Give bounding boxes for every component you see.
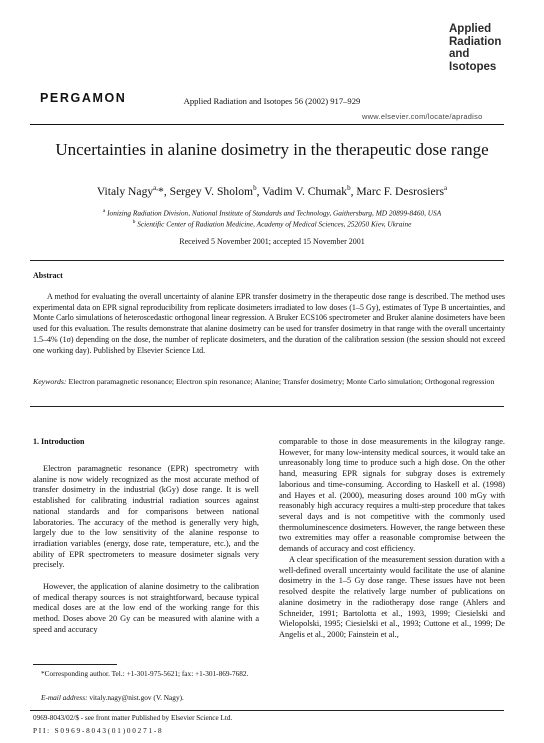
header-divider [30,124,504,125]
intro-paragraph-2-continued: comparable to those in dose measurements in the kilogray range. However, for many low-intensity medical sources, it would take an unreasonably long time to produce such a high dose. On the other hand, measuring EPR signals for subgray doses is extremely laborious and time-consuming. According to Haskell et al. (1998) and Hayes et al. (2000), measuring doses around 100 mGy with reasonably high accuracy requires a multi-step procedure that takes several days and is not competitive with the commonly used thermoluminescence dosimeters. However, the range between these two extremities may offer a reasonable compromise between the demands of accuracy and cost efficiency. [279,437,505,554]
journal-url[interactable]: www.elsevier.com/locate/apradiso [362,112,483,121]
abstract-divider [30,406,504,407]
corresponding-author-note: *Corresponding author. Tel.: +1-301-975-5621; fax: +1-301-869-7682. [41,669,249,678]
email-label: E-mail address: [41,693,88,702]
abstract-body: A method for evaluating the overall uncertainty of alanine EPR transfer dosimetry in the therapeutic dose range is described. The method uses experimental data on EPR signal reproducibility from replicate dosimeters irradiated to low doses (1–5 Gy), estimates of Type B uncertainties, and Monte Carlo simulations of heteroscedastic orthogonal linear regression. A Bruker ECS106 spectrometer and Bruker alanine dosimeters have been used for this evaluation. The results demonstrate that alanine dosimetry can be used for transfer dosimetry in that range with the overall uncertainty 1.5–4% (1σ) depending on the dose, the number of replicate dosimeters, and the duration of the calibration session (the session should not exceed one working day). Published by Elsevier Science Ltd. [33,292,505,355]
cover-title-line-1: Applied [449,23,492,35]
journal-cover-logo [443,20,503,96]
title-divider [30,260,504,261]
intro-paragraph-1: Electron paramagnetic resonance (EPR) spectrometry with alanine is now widely recognized as the most accurate method of transfer dosimetry in the industrial (kGy) dose range. It is well established for calibrating industrial radiation sources against national standards and for comparisons between national laboratories. The accuracy of the method is generally very high, largely due to the low sensitivity of the alanine response to irradiation variables (energy, dose rate, temperature, etc.), and the ability of EPR spectrometers to measure dosimeter signals very precisely. [33,464,259,570]
journal-citation: Applied Radiation and Isotopes 56 (2002) 917–929 [183,96,361,106]
received-dates: Received 5 November 2001; accepted 15 November 2001 [179,237,365,246]
affiliation-b-text: Scientific Center of Radiation Medicine, Academy of Medical Sciences, 252050 Kiev, Ukraine [137,219,412,229]
intro-paragraph-2: However, the application of alanine dosimetry to the calibration of medical therapy sources is not straightforward, because typical medical doses are at the low end of the working range for this method. Doses above 20 Gy can be measured with alanine with a speed and accuracy [33,582,259,634]
author-email [33,693,184,703]
affiliation-b: $^b$ Scientific Center of Radiation Medicine, Academy of Medical Sciences, 252050 Kiev, Ukraine [132,219,412,229]
author-list: Vitaly Nagy$^{a,}$*, Sergey V. Sholom$^b$, Vadim V. Chumak$^b$, Marc F. Desrosiers$^a$ [96,184,448,198]
keywords-list: Electron paramagnetic resonance; Electron spin resonance; Alanine; Transfer dosimetry; Monte Carlo simulation; Orthogonal regression [68,377,495,386]
keywords-label: Keywords: [33,377,67,386]
affiliation-a-text: Ionizing Radiation Division, National Institute of Standards and Technology, Gaithersburg, MD 20899-8460, USA [107,208,442,218]
section-heading-introduction: 1. Introduction [33,437,85,446]
keywords [33,377,505,387]
intro-paragraph-3: A clear specification of the measurement session duration with a well-defined overall uncertainty would facilitate the use of alanine dosimetry in the 1–5 Gy dose range. These issues have not been resolved despite the relatively large number of publications on alanine dosimetry in the radiotherapy dose range (Ahlers and Schneider, 1991; Bartolotta et al., 1993, 1999; Ciesielski and Wielopolski, 1995; Ciesielski et al., 1993; Cuttone et al., 1999; De Angelis et al., 2000; Fainstein et al., [279,554,505,639]
abstract-heading: Abstract [33,271,63,280]
issn-line: 0969-8043/02/$ - see front matter Published by Elsevier Science Ltd. [33,714,233,722]
right-column [279,437,505,641]
pii-line: PII: S0969-8043(01)00271-8 [33,727,164,735]
affiliation-a: $^a$ Ionizing Radiation Division, National Institute of Standards and Technology, Gaithersburg, MD 20899-8460, USA [102,208,442,218]
footer-divider [30,710,504,711]
cover-title-line-3: Isotopes [449,60,497,73]
article-title: Uncertainties in alanine dosimetry in the therapeutic dose range [55,140,489,159]
publisher-logo: PERGAMON [40,91,127,105]
cover-title-line-2: Radiation and [449,35,502,60]
email-address[interactable]: vitaly.nagy@nist.gov (V. Nagy). [89,693,184,702]
footnote-divider [33,664,117,665]
